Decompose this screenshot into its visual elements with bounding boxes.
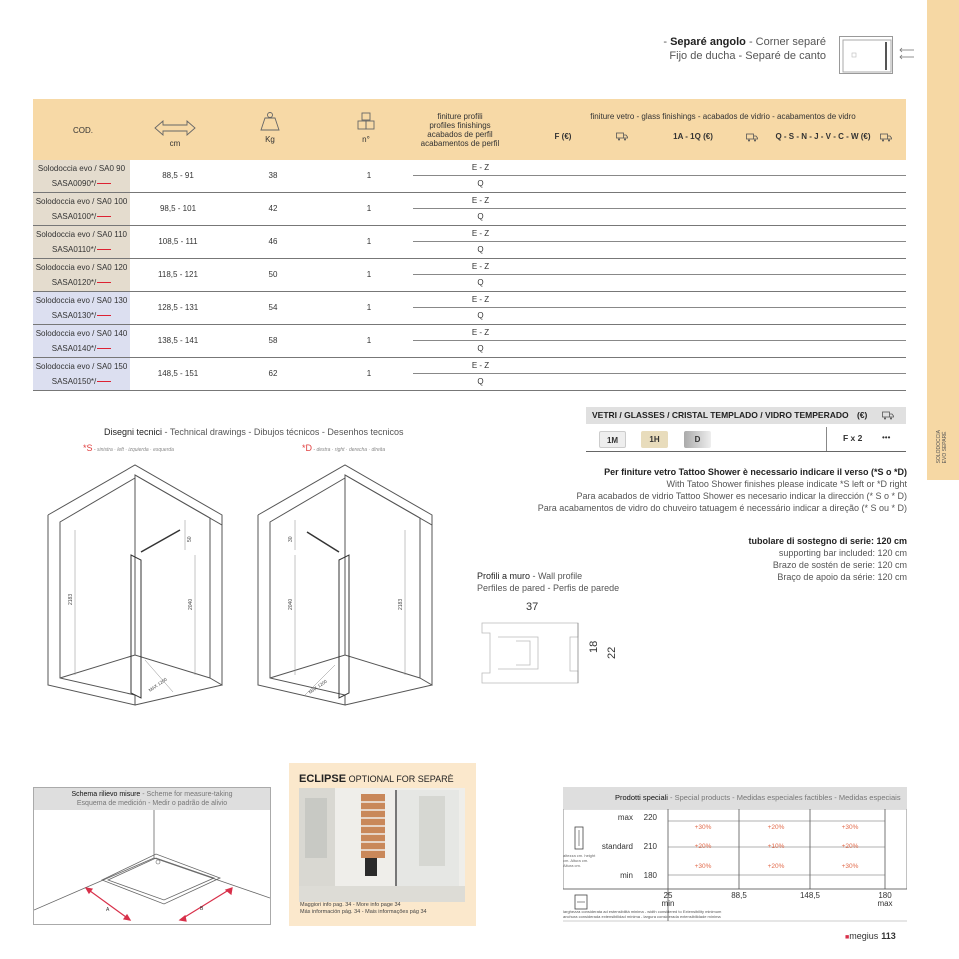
glass-chip-1h: 1H — [641, 431, 668, 448]
side-tab — [927, 0, 959, 480]
measure-scheme-drawing — [34, 810, 270, 924]
header-code: COD. — [73, 126, 93, 135]
row-code-cell: Solodoccia evo / SA0 130 SASA0130*/ — [33, 292, 130, 324]
table-row: Solodoccia evo / SA0 140 SASA0140*/ 138,5 - 141 58 1 E - Z Q — [33, 325, 906, 358]
dim-max-left: MAX 1200 — [147, 676, 168, 693]
brand-logo-icon: ■ — [845, 934, 850, 941]
table-row: Solodoccia evo / SA0 90 SASA0090*/ 88,5 - 91 38 1 E - Z Q — [33, 160, 906, 193]
truck-icon-4 — [882, 411, 894, 420]
row-code-cell: Solodoccia evo / SA0 90 SASA0090*/ — [33, 160, 130, 192]
width-footnote: larghezza considerata ad estensibilità minima - width considered to Extensibility minimum anchura considerada extensibilidad mínima - largura considerada extensibilidade mínima — [563, 909, 722, 919]
glass-dots: ••• — [882, 433, 891, 442]
glasses-header: VETRI / GLASSES / CRISTAL TEMPLADO / VIDRO TEMPERADO (€) — [586, 407, 906, 424]
table-row: Solodoccia evo / SA0 100 SASA0100*/ 98,5 - 101 42 1 E - Z Q — [33, 193, 906, 226]
header-price-1a: 1A - 1Q (€) — [673, 132, 713, 141]
x-tick-180: 180 max — [877, 891, 893, 908]
drawing-right — [255, 460, 435, 710]
header-weight: Kg — [253, 111, 287, 144]
eclipse-optional-box — [289, 763, 476, 926]
dim-30-right: 30 — [288, 536, 294, 542]
title-pt: Separé de canto — [745, 50, 826, 62]
header-price-other: Q - S - N - J - V - C - W (€) — [775, 132, 871, 141]
header-price-f: F (€) — [554, 132, 572, 141]
dim-50-left: 50 — [187, 536, 193, 542]
height-label: altezza cm. height cm. Altura cm. Altura cm. — [563, 853, 596, 868]
glasses-row — [586, 427, 906, 452]
side-label-line1: SOLODOCCIA — [936, 430, 942, 464]
dim-b: B — [200, 906, 204, 912]
weight-icon — [259, 111, 281, 133]
page-number: 113 — [881, 931, 896, 941]
profile-dim-h1: 18 — [588, 640, 600, 653]
row-code-cell: Solodoccia evo / SA0 150 SASA0150*/ — [33, 358, 130, 390]
glass-fx: F x 2 — [843, 433, 863, 443]
truck-icon-3 — [880, 133, 892, 142]
side-label — [936, 430, 958, 463]
profile-dim-width: 37 — [526, 601, 539, 613]
x-tick-88: 88,5 — [731, 891, 747, 900]
product-title: - Separé angolo - Corner separé Fijo de ducha - Separé de canto — [663, 36, 826, 62]
side-label-line2: EVO SEPARÉ — [942, 431, 948, 464]
width-arrows-icon — [153, 119, 197, 137]
measure-scheme-header: Schema rilievo misure - Scheme for measure-taking Esquema de medición - Medir o padrão de alivio — [34, 788, 270, 810]
table-row: Solodoccia evo / SA0 130 SASA0130*/ 128,5 - 131 54 1 E - Z Q — [33, 292, 906, 325]
eclipse-photo — [299, 788, 465, 902]
x-tick-25: 25 min — [661, 891, 675, 908]
tattoo-note: Per finiture vetro Tattoo Shower è necessario indicare il verso (*S o *D) With Tatoo Shower finishes please indicate *S left or *D right Para acabados de vidrio Tattoo Shower es necesario indicar la dirección (* S o * D) Para acabamentos de vidro do chuveiro tatuagem é necessário indicar a direção (* S ou * D) — [537, 467, 907, 513]
row-code-cell: Solodoccia evo / SA0 120 SASA0120*/ — [33, 259, 130, 291]
special-products-grid: max 220 standard 210 min 180 altezza cm. height cm. Altura cm. Altura cm. +30% +20% +30% +20% +10% +20% +30% +20% +30% 25 min 88,5 148,5 180 max larghezza considerata ad estensibilità minima - width considered to Extensibility minimum anchura considerada extensibilidad mínima - largura considerada extensibilidade mínima — [563, 809, 907, 925]
header-pieces: n° — [349, 111, 383, 144]
table-row: Solodoccia evo / SA0 150 SASA0150*/ 148,5 - 151 62 1 E - Z Q — [33, 358, 906, 391]
special-products — [563, 787, 907, 925]
header-glass: finiture vetro - glass finishings - acabados de vidrio - acabamentos de vidro — [590, 112, 856, 121]
title-en: Corner separé — [755, 36, 826, 48]
dim-glass-right: 2040 — [288, 598, 294, 610]
left-version-label: *S - sinistra · left · izquierda · esquerda — [83, 443, 174, 453]
dim-height-left: 2183 — [68, 593, 74, 605]
title-es: Fijo de ducha — [669, 50, 736, 62]
dim-max-right: MAX 1200 — [307, 678, 328, 695]
product-table — [33, 160, 906, 391]
row-code-cell: Solodoccia evo / SA0 100 SASA0100*/ — [33, 193, 130, 225]
drawing-left — [45, 460, 225, 710]
eclipse-title: ECLIPSE OPTIONAL FOR SEPARÈ — [299, 773, 454, 785]
brand-name: megius — [849, 931, 879, 941]
title-it: Separé angolo — [670, 36, 746, 48]
truck-icon-2 — [746, 133, 758, 142]
truck-icon — [616, 132, 628, 141]
right-version-label: *D - destra · right · derecha · direita — [302, 443, 386, 453]
row-code-cell: Solodoccia evo / SA0 110 SASA0110*/ — [33, 226, 130, 258]
table-row: Solodoccia evo / SA0 120 SASA0120*/ 118,5 - 121 50 1 E - Z Q — [33, 259, 906, 292]
profile-dim-h2: 22 — [606, 646, 618, 659]
packages-icon — [355, 111, 377, 133]
plan-thumbnail — [839, 36, 893, 74]
profile-section-drawing — [478, 617, 586, 687]
header-size: cm — [151, 119, 199, 148]
dim-height-right: 2183 — [398, 598, 404, 610]
x-tick-148: 148,5 — [799, 891, 821, 900]
row-code-cell: Solodoccia evo / SA0 140 SASA0140*/ — [33, 325, 130, 357]
direction-arrows-icon — [898, 46, 916, 62]
special-products-header: Prodotti speciali - Special products - Medidas especiales factibles - Medidas especiais — [563, 787, 907, 809]
eclipse-info: Maggiori info pag. 34 - More info page 34 Más información pág. 34 - Mais informações pág 34 — [300, 902, 427, 915]
header-profiles: finiture profili profiles finishings acabados de perfil acabamentos de perfil — [420, 112, 500, 148]
glass-chip-1m: 1M — [599, 431, 626, 448]
table-header — [33, 99, 906, 160]
dim-a: A — [106, 907, 110, 913]
drawings-title: Disegni tecnici - Technical drawings - Dibujos técnicos - Desenhos tecnicos — [104, 427, 404, 437]
table-row: Solodoccia evo / SA0 110 SASA0110*/ 108,5 - 111 46 1 E - Z Q — [33, 226, 906, 259]
profile-title: Profili a muro - Wall profile Perfiles de pared - Perfis de parede — [477, 571, 620, 593]
measure-scheme — [33, 787, 271, 925]
page-footer — [845, 931, 896, 941]
support-bar-note: tubolare di sostegno di serie: 120 cm supporting bar included: 120 cm Brazo de sostén de serie: 120 cm Braço de apoio da série: 120 cm — [748, 536, 907, 582]
glass-chip-d: D — [684, 431, 711, 448]
dim-glass-left: 2040 — [188, 598, 194, 610]
